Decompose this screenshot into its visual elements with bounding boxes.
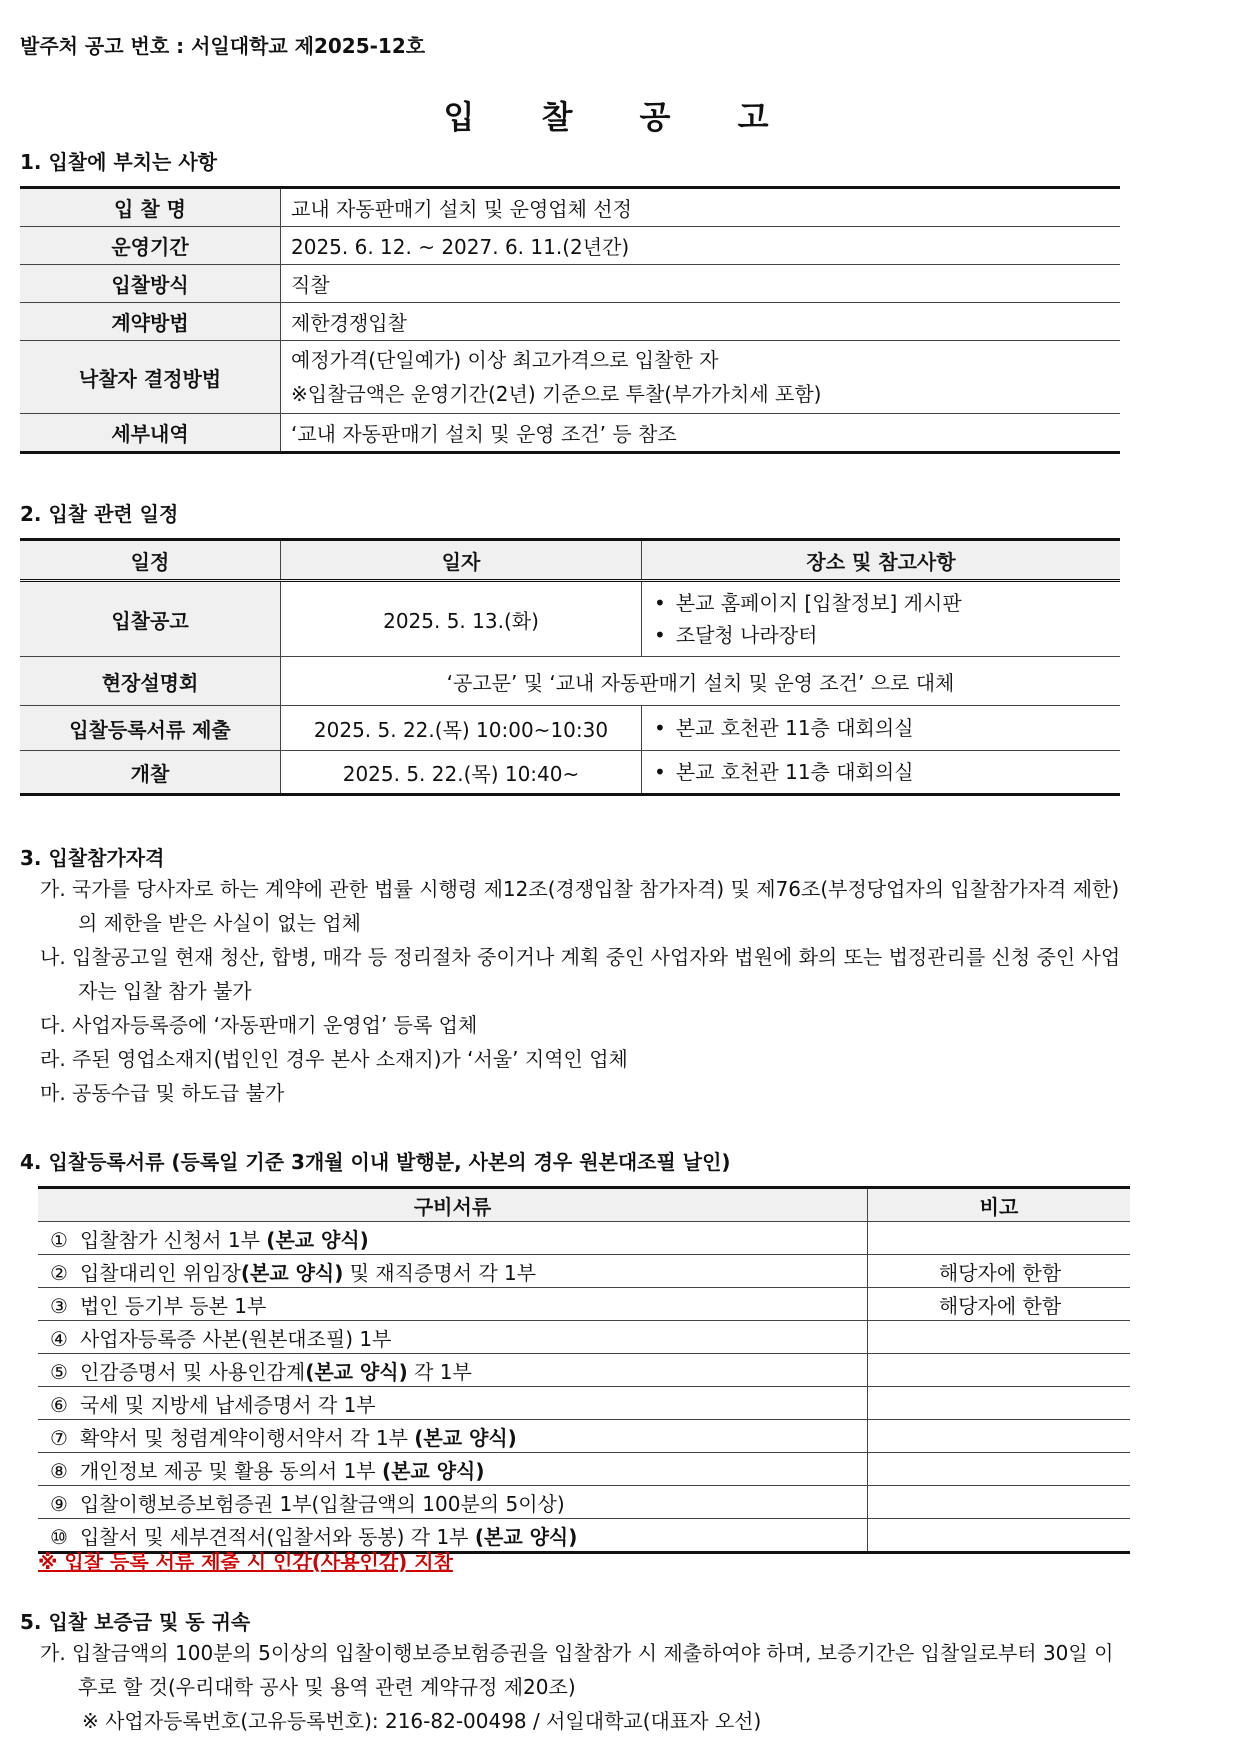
item-number: ⑩ xyxy=(50,1524,68,1549)
item-number: ④ xyxy=(50,1326,68,1351)
column-header: 장소 및 참고사항 xyxy=(642,540,1121,581)
document-text: 법인 등기부 등본 1부 xyxy=(79,1293,267,1318)
document-form-note: (본교 양식) xyxy=(381,1458,485,1483)
row-value: 교내 자동판매기 설치 및 운영업체 선정 xyxy=(281,188,1121,227)
document-cell xyxy=(38,1486,868,1519)
schedule-name: 현장설명회 xyxy=(20,657,281,706)
row-label: 낙찰자 결정방법 xyxy=(20,341,281,414)
section2-heading: 2. 입찰 관련 일정 xyxy=(20,502,179,526)
column-header: 일자 xyxy=(281,540,642,581)
column-header: 비고 xyxy=(868,1188,1131,1222)
eligibility-list xyxy=(40,872,1130,1110)
document-text: 국세 및 지방세 납세증명서 각 1부 xyxy=(79,1392,376,1417)
schedule-table xyxy=(20,538,1120,796)
list-item: 가. 입찰금액의 100분의 5이상의 입찰이행보증보험증권을 입찰참가 시 제출하여야 하며, 보증기간은 입찰일로부터 30일 이후로 할 것(우리대학 공사 및 용역 관련 계약규정 제20조) xyxy=(40,1641,1114,1699)
page-title: 입 찰 공 고 xyxy=(443,98,797,136)
remark-cell: 해당자에 한함 xyxy=(868,1288,1131,1321)
remark-cell xyxy=(868,1387,1131,1420)
deposit-list xyxy=(40,1636,1130,1738)
document-cell xyxy=(38,1387,868,1420)
column-header: 구비서류 xyxy=(38,1188,868,1222)
row-label: 운영기간 xyxy=(20,227,281,265)
document-cell xyxy=(38,1321,868,1354)
table-row xyxy=(38,1288,1130,1321)
document-form-note: (본교 양식) xyxy=(240,1260,344,1285)
required-documents-table xyxy=(38,1186,1130,1554)
table-row xyxy=(38,1420,1130,1453)
schedule-name: 개찰 xyxy=(20,751,281,795)
row-label: 입찰방식 xyxy=(20,265,281,303)
row-value-line1: 예정가격(단일예가) 이상 최고가격으로 입찰한 자 xyxy=(291,348,719,372)
table-row xyxy=(38,1486,1130,1519)
row-value xyxy=(281,341,1121,414)
item-number: ① xyxy=(50,1227,68,1252)
document-text: 인감증명서 및 사용인감계 xyxy=(79,1359,306,1384)
document-text: 입찰서 및 세부견적서(입찰서와 동봉) 각 1부 xyxy=(79,1524,475,1549)
schedule-notes xyxy=(642,706,1121,751)
section3-heading: 3. 입찰참가자격 xyxy=(20,846,165,870)
row-value: 제한경쟁입찰 xyxy=(281,303,1121,341)
table-row xyxy=(38,1453,1130,1486)
remark-cell xyxy=(868,1420,1131,1453)
table-row xyxy=(20,706,1120,751)
document-form-note: (본교 양식) xyxy=(266,1227,369,1252)
table-row xyxy=(38,1255,1130,1288)
bid-overview-table xyxy=(20,186,1120,454)
document-form-note: (본교 양식) xyxy=(305,1359,408,1384)
section5-heading: 5. 입찰 보증금 및 동 귀속 xyxy=(20,1610,251,1634)
table-row xyxy=(20,414,1120,453)
item-number: ⑧ xyxy=(50,1458,68,1483)
remark-cell xyxy=(868,1453,1131,1486)
row-value: 직찰 xyxy=(281,265,1121,303)
schedule-date: 2025. 5. 22.(목) 10:00~10:30 xyxy=(281,706,642,751)
table-header-row xyxy=(38,1188,1130,1222)
document-cell xyxy=(38,1420,868,1453)
column-header: 일정 xyxy=(20,540,281,581)
document-form-note: (본교 양식) xyxy=(414,1425,517,1450)
remark-cell xyxy=(868,1321,1131,1354)
schedule-notes xyxy=(642,751,1121,795)
document-text: 입찰이행보증보험증권 1부(입찰금액의 100분의 5이상) xyxy=(79,1491,565,1516)
section1-heading: 1. 입찰에 부치는 사항 xyxy=(20,150,217,174)
list-item: 다. 사업자등록증에 ‘자동판매기 운영업’ 등록 업체 xyxy=(40,1013,478,1037)
schedule-notes xyxy=(642,581,1121,657)
item-number: ⑦ xyxy=(50,1425,68,1450)
item-number: ③ xyxy=(50,1293,68,1318)
list-item: 마. 공동수급 및 하도급 불가 xyxy=(40,1081,285,1105)
document-text: 사업자등록증 사본(원본대조필) 1부 xyxy=(79,1326,392,1351)
item-number: ② xyxy=(50,1260,68,1285)
document-cell xyxy=(38,1255,868,1288)
schedule-merged-note: ‘공고문’ 및 ‘교내 자동판매기 설치 및 운영 조건’ 으로 대체 xyxy=(281,657,1121,706)
note-item: • 본교 홈페이지 [입찰정보] 게시판 xyxy=(654,587,1110,619)
document-cell xyxy=(38,1288,868,1321)
note-item: • 본교 호천관 11층 대회의실 xyxy=(654,756,1110,788)
table-header-row xyxy=(20,540,1120,581)
document-text-after: 각 1부 xyxy=(407,1359,472,1384)
list-item: 라. 주된 영업소재지(법인인 경우 본사 소재지)가 ‘서울’ 지역인 업체 xyxy=(40,1047,628,1071)
schedule-date: 2025. 5. 13.(화) xyxy=(281,581,642,657)
list-item: 가. 국가를 당사자로 하는 계약에 관한 법률 시행령 제12조(경쟁입찰 참가자격) 및 제76조(부정당업자의 입찰참가자격 제한)의 제한을 받은 사실이 없는 업체 xyxy=(40,877,1120,935)
schedule-name: 입찰등록서류 제출 xyxy=(20,706,281,751)
document-text: 입찰참가 신청서 1부 xyxy=(79,1227,267,1252)
table-row xyxy=(20,303,1120,341)
list-item: 나. 입찰공고일 현재 청산, 합병, 매각 등 정리절차 중이거나 계획 중인 사업자와 법원에 화의 또는 법정관리를 신청 중인 사업자는 입찰 참가 불가 xyxy=(40,945,1121,1003)
table-row xyxy=(38,1222,1130,1255)
document-text: 입찰대리인 위임장 xyxy=(79,1260,241,1285)
document-cell xyxy=(38,1354,868,1387)
remark-cell xyxy=(868,1519,1131,1553)
table-row xyxy=(38,1321,1130,1354)
document-text: 확약서 및 청렴계약이행서약서 각 1부 xyxy=(79,1425,415,1450)
item-number: ⑤ xyxy=(50,1359,68,1384)
note-item: • 조달청 나라장터 xyxy=(654,619,1110,651)
item-number: ⑥ xyxy=(50,1392,68,1417)
row-label: 계약방법 xyxy=(20,303,281,341)
remark-cell xyxy=(868,1222,1131,1255)
table-row xyxy=(38,1387,1130,1420)
table-row xyxy=(20,341,1120,414)
table-row xyxy=(20,581,1120,657)
table-row xyxy=(20,657,1120,706)
remark-cell xyxy=(868,1354,1131,1387)
remark-cell xyxy=(868,1486,1131,1519)
row-value-line2: ※입찰금액은 운영기간(2년) 기준으로 투찰(부가가치세 포함) xyxy=(291,382,822,406)
table-row xyxy=(20,265,1120,303)
seal-warning: ※ 입찰 등록 서류 제출 시 인감(사용인감) 지참 xyxy=(38,1550,453,1574)
table-row xyxy=(38,1354,1130,1387)
table-row xyxy=(20,188,1120,227)
section4-heading: 4. 입찰등록서류 (등록일 기준 3개월 이내 발행분, 사본의 경우 원본대조필 날인) xyxy=(20,1150,731,1174)
schedule-name: 입찰공고 xyxy=(20,581,281,657)
item-number: ⑨ xyxy=(50,1491,68,1516)
remark-cell: 해당자에 한함 xyxy=(868,1255,1131,1288)
business-number-note: ※ 사업자등록번호(고유등록번호): 216-82-00498 / 서일대학교(대표자 오선) xyxy=(82,1709,762,1733)
document-text-after: 및 재직증명서 각 1부 xyxy=(343,1260,537,1285)
document-cell xyxy=(38,1453,868,1486)
document-text: 개인정보 제공 및 활용 동의서 1부 xyxy=(79,1458,382,1483)
row-label: 세부내역 xyxy=(20,414,281,453)
document-cell xyxy=(38,1222,868,1255)
schedule-date: 2025. 5. 22.(목) 10:40~ xyxy=(281,751,642,795)
notice-number: 발주처 공고 번호 : 서일대학교 제2025-12호 xyxy=(20,34,426,58)
row-value: ‘교내 자동판매기 설치 및 운영 조건’ 등 참조 xyxy=(281,414,1121,453)
note-item: • 본교 호천관 11층 대회의실 xyxy=(654,712,1110,744)
table-row xyxy=(20,751,1120,795)
document-form-note: (본교 양식) xyxy=(474,1524,578,1549)
row-label: 입 찰 명 xyxy=(20,188,281,227)
table-row xyxy=(20,227,1120,265)
row-value: 2025. 6. 12. ~ 2027. 6. 11.(2년간) xyxy=(281,227,1121,265)
